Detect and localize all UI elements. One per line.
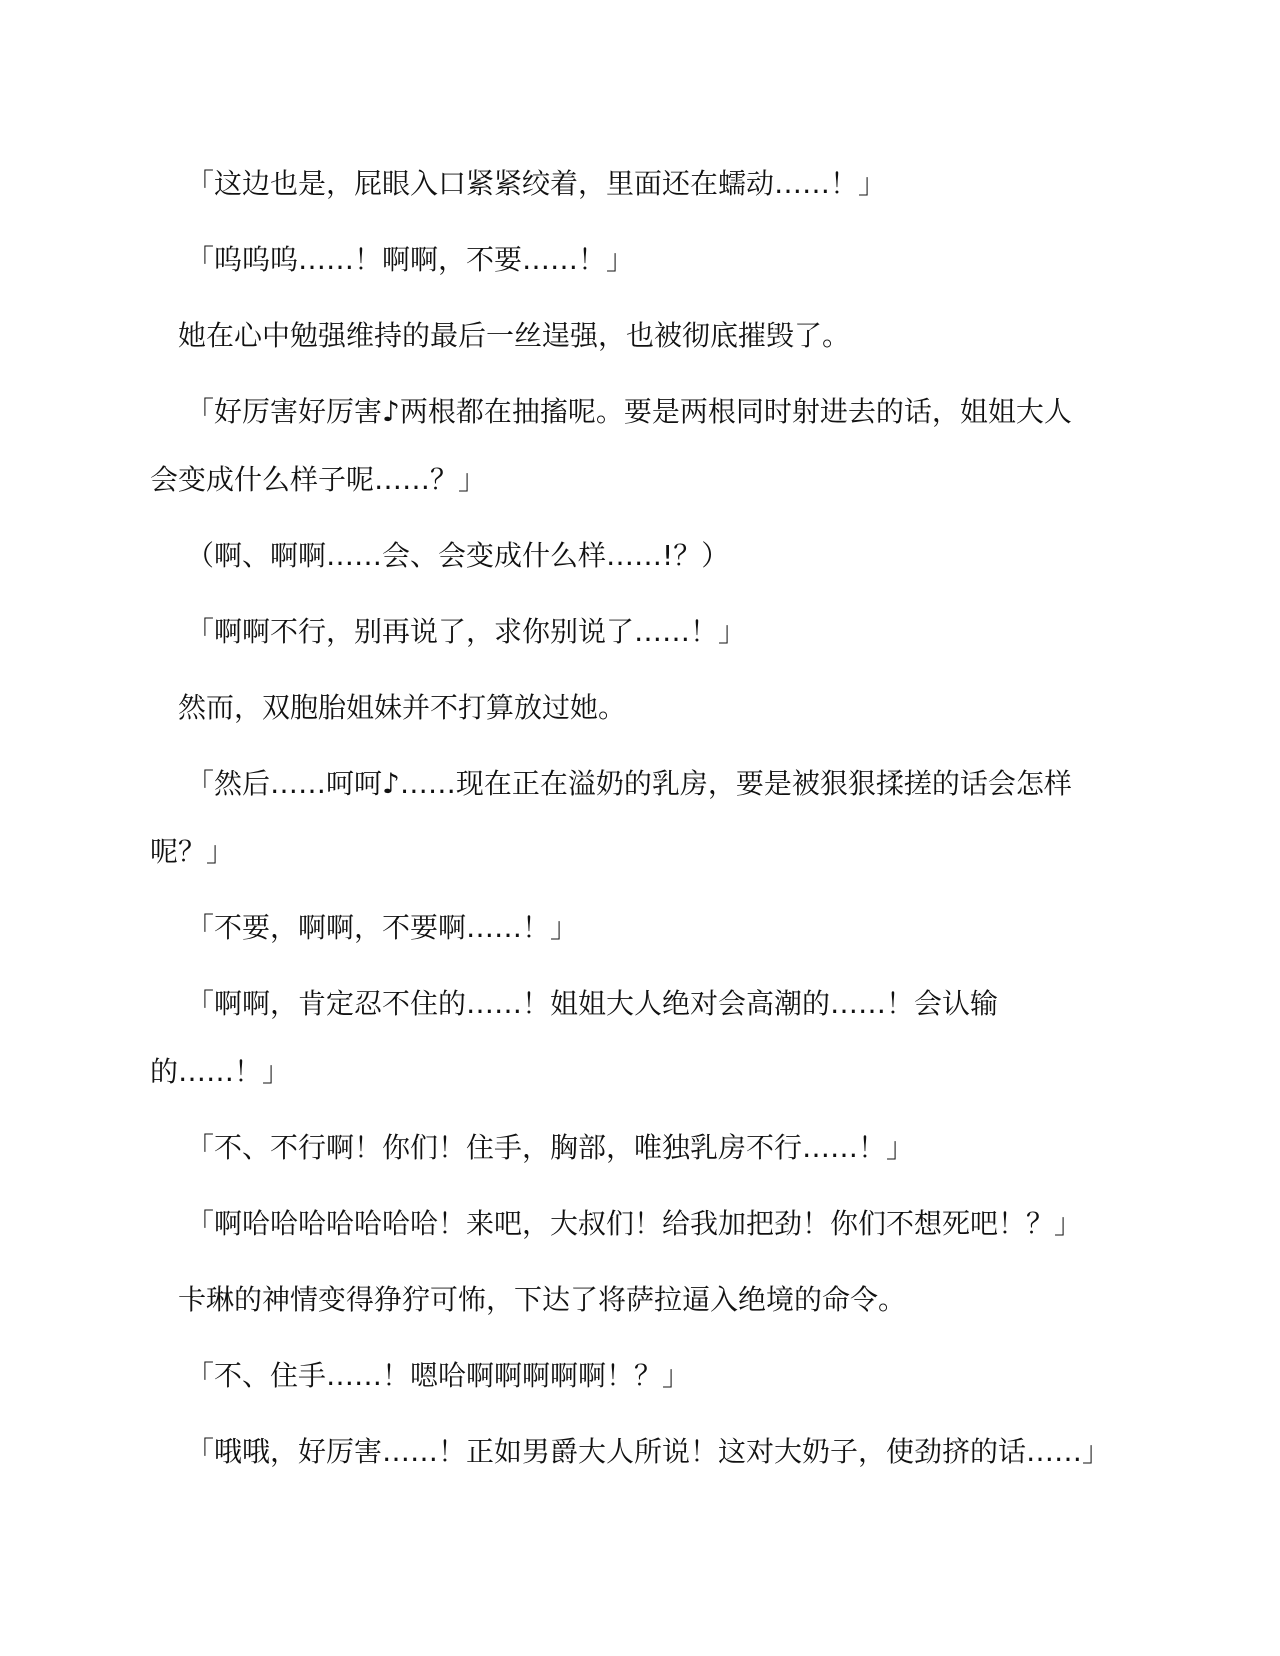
paragraph-line: 卡琳的神情变得狰狞可怖，下达了将萨拉逼入绝境的命令。	[178, 1283, 907, 1316]
dialogue-paragraph	[150, 894, 1150, 962]
narration-paragraph	[150, 674, 1150, 742]
dialogue-paragraph	[150, 1114, 1150, 1182]
paragraph-line: 她在心中勉强维持的最后一丝逞强，也被彻底摧毁了。	[178, 319, 851, 352]
paragraph-line: 「呜呜呜……！啊啊，不要……！」	[186, 243, 635, 276]
paragraph-line: 会变成什么样子呢……？」	[150, 463, 487, 496]
narration-paragraph	[150, 302, 1150, 370]
paragraph-line: 「好厉害好厉害♪两根都在抽搐呢。要是两根同时射进去的话，姐姐大人	[186, 395, 1072, 428]
dialogue-paragraph	[150, 970, 1150, 1106]
paragraph-line: 「然后……呵呵♪……现在正在溢奶的乳房，要是被狠狠揉搓的话会怎样	[186, 767, 1072, 800]
paragraph-line: 「哦哦，好厉害……！正如男爵大人所说！这对大奶子，使劲挤的话……」	[186, 1435, 1111, 1468]
paragraph-line: 然而，双胞胎姐妹并不打算放过她。	[178, 691, 627, 724]
paragraph-line: 的……！」	[150, 1055, 291, 1088]
dialogue-paragraph	[150, 522, 1150, 590]
dialogue-paragraph	[150, 750, 1150, 886]
paragraph-line: （啊、啊啊……会、会变成什么样……!？）	[186, 539, 730, 572]
paragraph-line: 「不、住手……！嗯哈啊啊啊啊啊！？」	[186, 1359, 691, 1392]
dialogue-paragraph	[150, 150, 1150, 218]
paragraph-line: 「不、不行啊！你们！住手，胸部，唯独乳房不行……！」	[186, 1131, 915, 1164]
dialogue-paragraph	[150, 1342, 1150, 1410]
paragraph-line: 呢？」	[150, 835, 235, 868]
paragraph-line: 「啊哈哈哈哈哈哈哈！来吧，大叔们！给我加把劲！你们不想死吧！？」	[186, 1207, 1083, 1240]
body-text	[150, 150, 1150, 1494]
paragraph-line: 「不要，啊啊，不要啊……！」	[186, 911, 579, 944]
dialogue-paragraph	[150, 378, 1150, 514]
dialogue-paragraph	[150, 1418, 1150, 1486]
paragraph-line: 「啊啊不行，别再说了，求你别说了……！」	[186, 615, 747, 648]
dialogue-paragraph	[150, 598, 1150, 666]
paragraph-line: 「这边也是，屁眼入口紧紧绞着，里面还在蠕动……！」	[186, 167, 887, 200]
paragraph-line: 「啊啊，肯定忍不住的……！姐姐大人绝对会高潮的……！会认输	[186, 987, 999, 1020]
dialogue-paragraph	[150, 226, 1150, 294]
narration-paragraph	[150, 1266, 1150, 1334]
dialogue-paragraph	[150, 1190, 1150, 1258]
